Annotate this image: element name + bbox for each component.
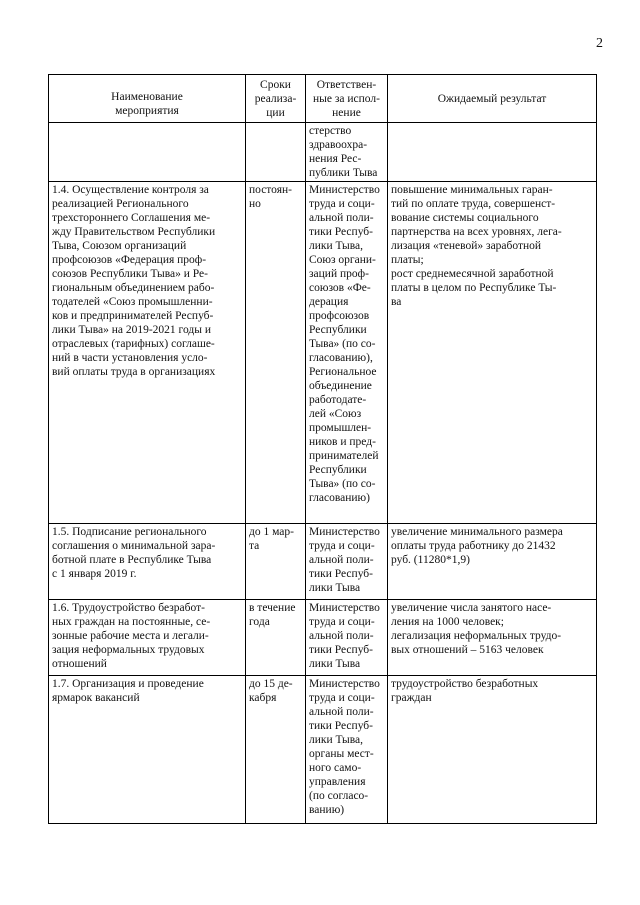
header-responsible: Ответствен- ные за испол- нение: [306, 75, 388, 123]
cell-term: [246, 123, 306, 182]
cell-responsible: стерство здравоохра- нения Рес- публики Тыва: [306, 123, 388, 182]
cell-responsible: Министерство труда и соци- альной поли- тики Респуб- лики Тыва, Союз органи- заций проф- союзов «Фе- дерация профсоюзов Республики Тыва» (по со- гласованию), Региональное объединение работодате- лей «Союз промышлен- ников и пред- принимателей Республики Тыва» (по со- гласованию): [306, 182, 388, 524]
header-result: Ожидаемый результат: [388, 75, 597, 123]
table-row: [49, 676, 597, 824]
cell-result: трудоустройство безработных граждан: [388, 676, 597, 824]
cell-result: [388, 123, 597, 182]
cell-term: до 15 де- кабря: [246, 676, 306, 824]
table-row: [49, 600, 597, 676]
cell-result: увеличение числа занятого насе- ления на 1000 человек; легализация неформальных трудо- вых отношений – 5163 человек: [388, 600, 597, 676]
cell-responsible: Министерство труда и соци- альной поли- тики Респуб- лики Тыва: [306, 524, 388, 600]
cell-term: до 1 мар- та: [246, 524, 306, 600]
cell-responsible: Министерство труда и соци- альной поли- тики Респуб- лики Тыва, органы мест- ного само- управления (по согласо- ванию): [306, 676, 388, 824]
measures-table: [48, 74, 597, 824]
table-row: [49, 524, 597, 600]
header-name: Наименование мероприятия: [49, 75, 246, 123]
cell-term: в течение года: [246, 600, 306, 676]
table-row: [49, 182, 597, 524]
cell-name: 1.6. Трудоустройство безработ- ных граждан на постоянные, се- зонные рабочие места и легали- зация неформальных трудовых отношений: [49, 600, 246, 676]
table-row: [49, 123, 597, 182]
cell-name: 1.4. Осуществление контроля за реализацией Регионального трехстороннего Соглашения ме- жду Правительством Республики Тыва, Союзом организаций профсоюзов «Федерация проф- союзов Республики Тыва» и Ре- гиональным объединением рабо- тодателей «Союз промышленни- ков и предпринимателей Респуб- лики Тыва» на 2019-2021 годы и отраслевых (тарифных) соглаше- ний в части установления усло- вий оплаты труда в организациях: [49, 182, 246, 524]
cell-result: повышение минимальных гаран- тий по оплате труда, совершенст- вование системы социального партнерства на всех уровнях, лега- лизация «теневой» заработной платы; рост среднемесячной заработной платы в целом по Республике Ты- ва: [388, 182, 597, 524]
page-number: 2: [596, 36, 603, 51]
cell-name: 1.7. Организация и проведение ярмарок вакансий: [49, 676, 246, 824]
cell-name: [49, 123, 246, 182]
header-term: Сроки реализа- ции: [246, 75, 306, 123]
cell-responsible: Министерство труда и соци- альной поли- тики Респуб- лики Тыва: [306, 600, 388, 676]
table-header-row: [49, 75, 597, 123]
cell-term: постоян- но: [246, 182, 306, 524]
cell-name: 1.5. Подписание регионального соглашения о минимальной зара- ботной плате в Республике Тыва с 1 января 2019 г.: [49, 524, 246, 600]
cell-result: увеличение минимального размера оплаты труда работнику до 21432 руб. (11280*1,9): [388, 524, 597, 600]
